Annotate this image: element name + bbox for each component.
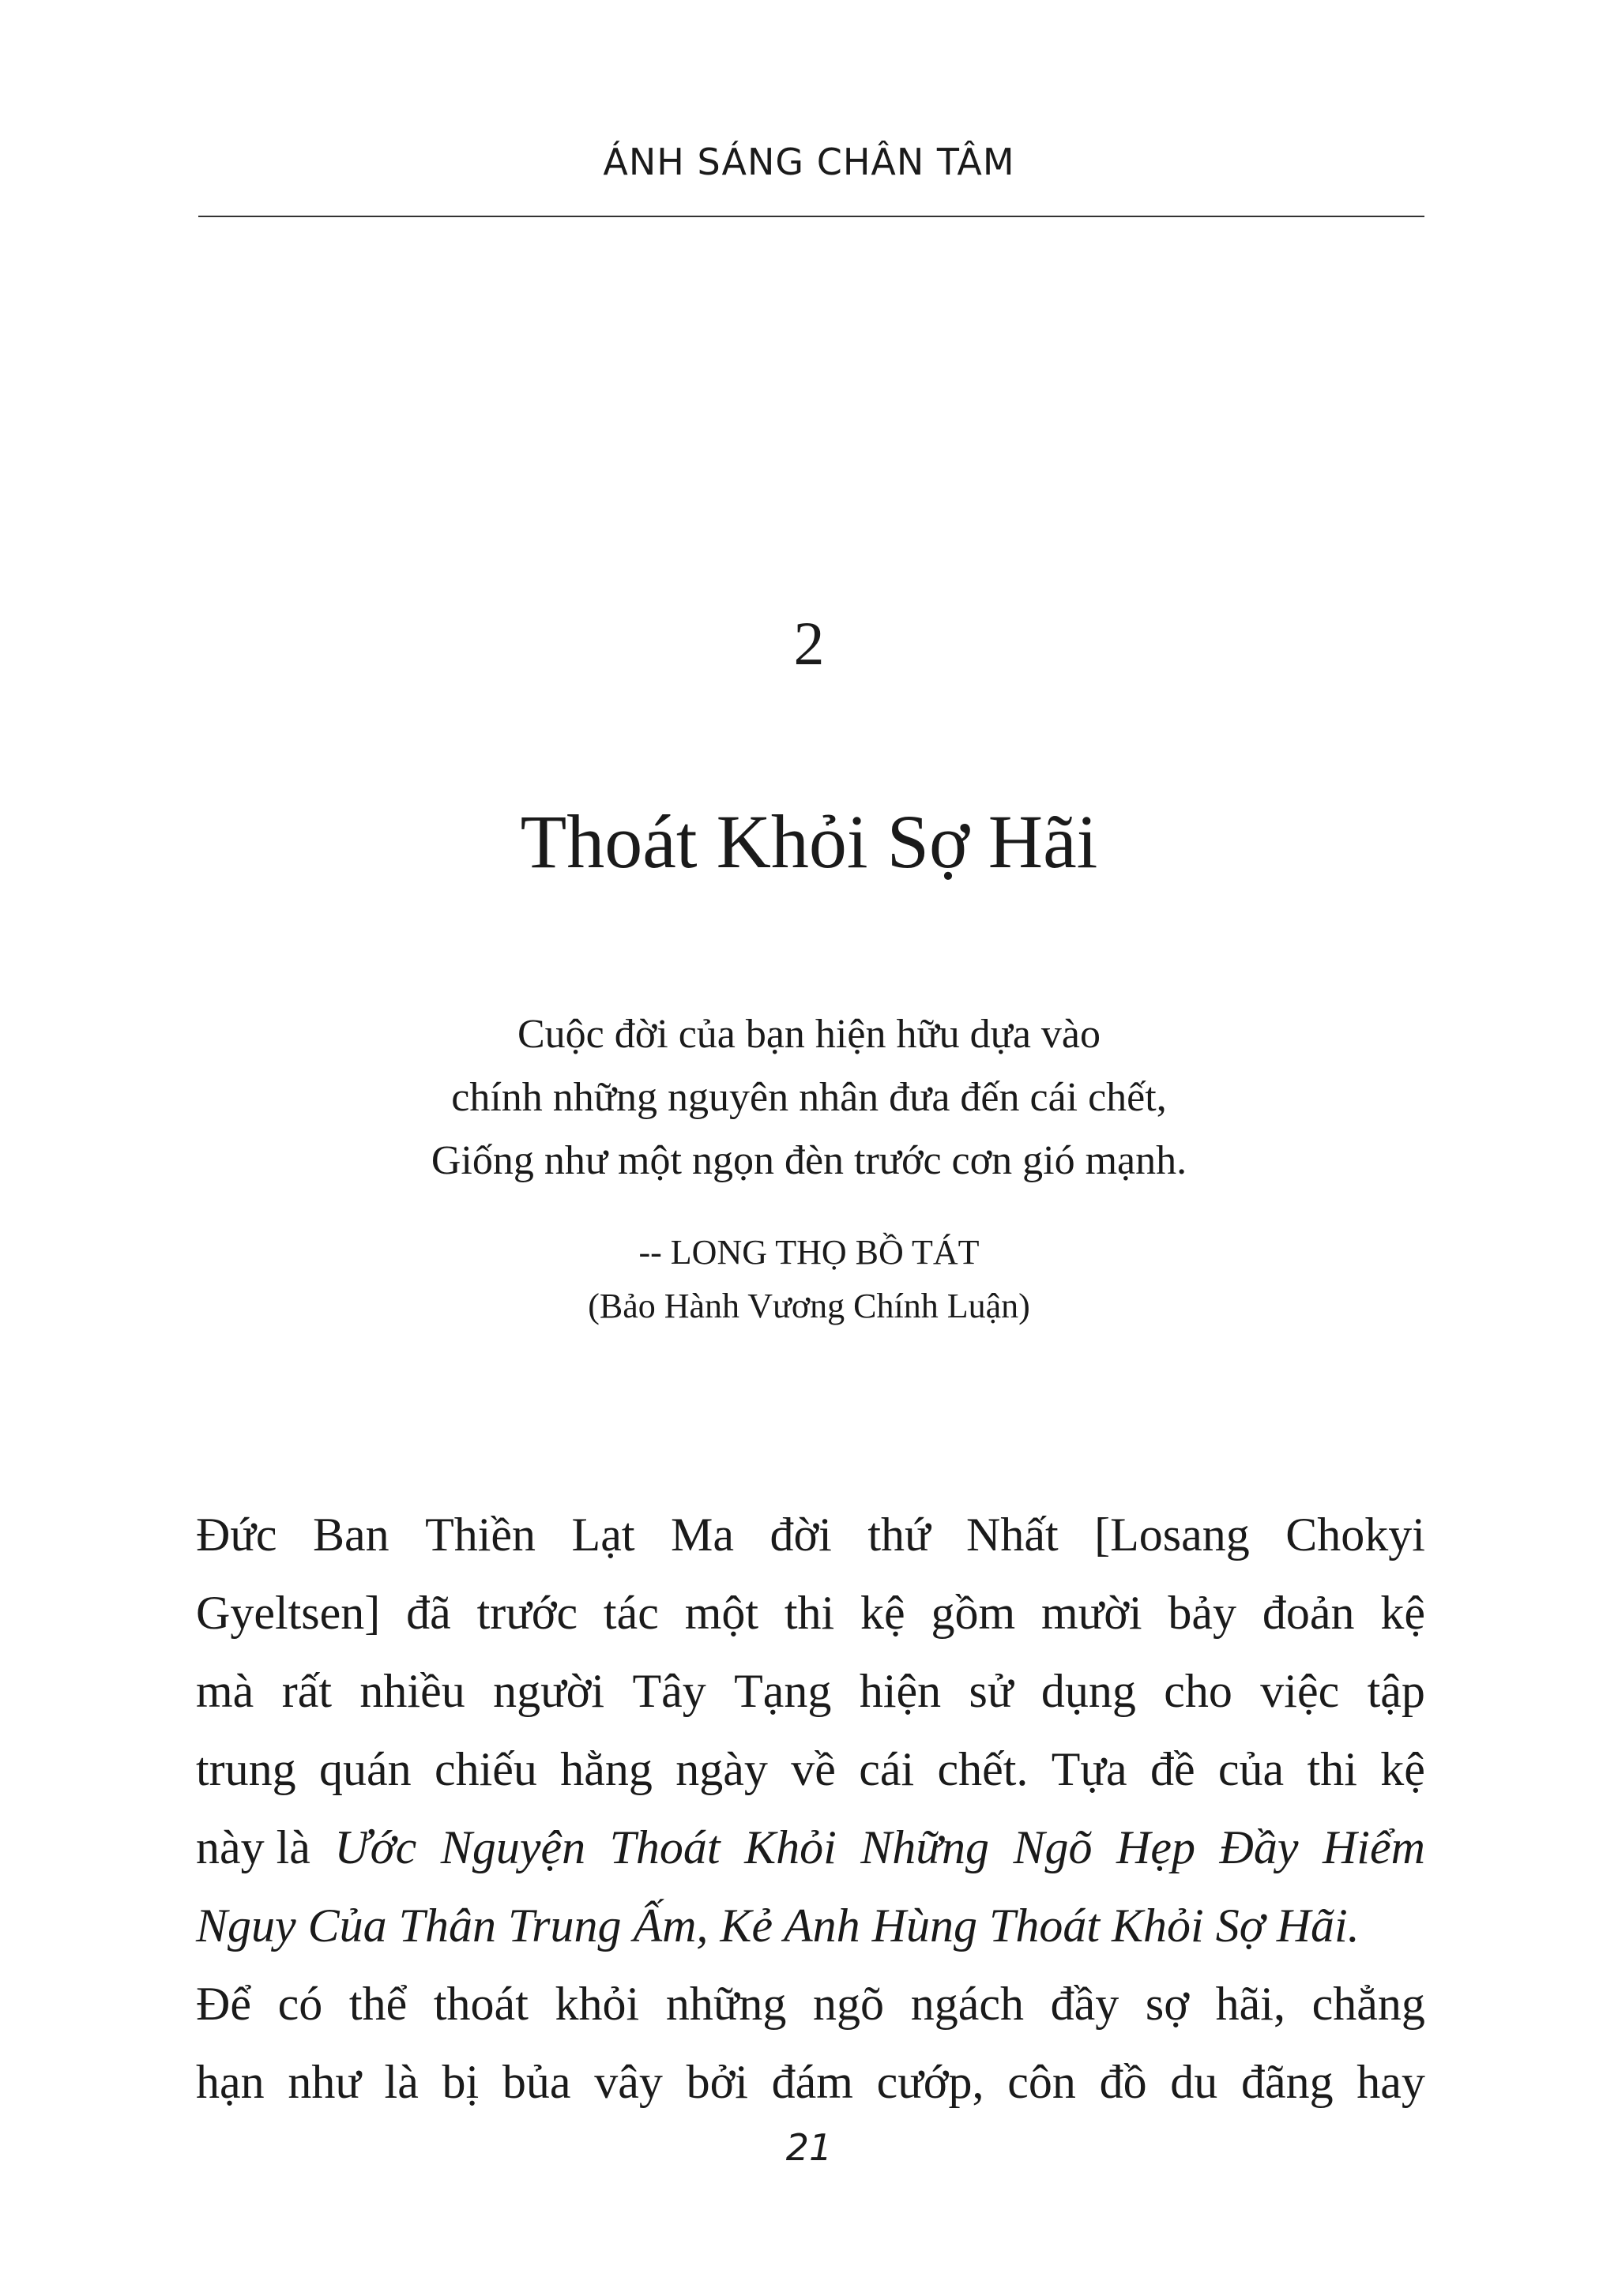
epigraph [0,1003,1618,1193]
title-word: Khỏi [744,1821,837,1873]
body-word: việc [1260,1665,1340,1717]
body-word: thoát [433,1978,529,2030]
body-word: như [288,2056,361,2108]
body-word: côn [1007,2056,1076,2108]
body-word: cướp, [876,2056,984,2108]
body-word: Thiền [425,1509,536,1561]
body-word: mà [196,1665,254,1717]
body-word: sợ [1145,1978,1189,2030]
body-word: đãng [1240,2056,1334,2108]
body-line [196,1652,1425,1730]
body-paragraph [196,1496,1425,2121]
body-word: bởi [686,2056,748,2108]
body-word: Ban [312,1509,389,1561]
title-word: Hẹp [1116,1821,1195,1873]
body-word: chẳng [1311,1978,1425,2030]
body-word: hãi, [1215,1978,1285,2030]
body-line [196,1574,1425,1652]
epigraph-author: -- LONG THỌ BỒ TÁT [638,1233,980,1272]
body-word: tác [603,1587,659,1639]
title-word: Thoát [609,1821,721,1873]
title-word: Ước [334,1821,417,1873]
body-word: đoản [1262,1587,1355,1639]
body-word: Tựa [1051,1743,1127,1795]
body-word: Gyeltsen] [196,1587,381,1639]
body-word: du [1170,2056,1218,2108]
body-word: ngách [910,1978,1024,2030]
body-word: hiện [859,1665,942,1717]
body-word: đề [1150,1743,1195,1795]
title-word: Ngõ [1013,1821,1093,1873]
body-word: chiếu [434,1743,537,1795]
body-word: có [277,1978,323,2030]
epigraph-line: chính những nguyên nhân đưa đến cái chết, [451,1075,1167,1120]
epigraph-line: Cuộc đời của bạn hiện hữu dựa vào [517,1012,1101,1057]
body-word: trung [196,1743,296,1795]
header-rule [198,216,1424,217]
body-word: ngõ [813,1978,885,2030]
body-word: là [384,2056,419,2108]
body-line [196,1496,1425,1574]
body-word: Nhất [966,1509,1059,1561]
body-word: những [665,1978,787,2030]
body-word: [Losang [1094,1509,1250,1561]
body-word: chết. [937,1743,1029,1795]
running-header: ÁNH SÁNG CHÂN TÂM [603,141,1015,183]
body-word: thể [348,1978,408,2030]
body-word: đã [406,1587,451,1639]
body-word: nhiều [359,1665,465,1717]
body-word: quán [319,1743,412,1795]
body-word: đời [769,1509,832,1561]
body-line [196,2043,1425,2121]
body-line [196,1965,1425,2043]
body-line [196,1809,1425,1887]
epigraph-source: (Bảo Hành Vương Chính Luận) [588,1287,1030,1325]
page-number: 21 [785,2126,833,2169]
body-word: khỏi [555,1978,640,2030]
body-word: đồ [1099,2056,1147,2108]
body-word: thi [1307,1743,1357,1795]
body-word: tập [1367,1665,1425,1717]
body-word: Ma [670,1509,734,1561]
body-word: đầy [1050,1978,1119,2030]
body-word: Lạt [571,1509,635,1561]
body-word: dụng [1040,1665,1136,1717]
body-word: bị [442,2056,480,2108]
title-word: Nguyện [440,1821,586,1873]
body-word: trước [476,1587,578,1639]
body-word: đám [771,2056,853,2108]
body-word: Chokyi [1285,1509,1425,1561]
body-word: mười [1041,1587,1142,1639]
body-text-run: này là [196,1821,310,1873]
body-word: về [791,1743,836,1795]
epigraph-line: Giống như một ngọn đèn trước cơn gió mạnh. [431,1138,1187,1183]
body-word: Đức [196,1509,277,1561]
body-word: gồm [931,1587,1016,1639]
title-word: Những [860,1821,990,1873]
body-word: hằng [560,1743,653,1795]
body-word: rất [281,1665,332,1717]
body-word: kệ [1380,1743,1425,1795]
body-word: thi [784,1587,835,1639]
body-line [196,1887,1425,1965]
body-word: kệ [1380,1587,1425,1639]
chapter-title: Thoát Khỏi Sợ Hãi [520,799,1098,884]
body-word: kệ [860,1587,905,1639]
body-word: hạn [196,2056,265,2108]
body-word: của [1217,1743,1285,1795]
body-word: Tạng [734,1665,832,1717]
book-title-italic: Nguy Của Thân Trung Ấm, Kẻ Anh Hùng Thoát Khỏi Sợ Hãi. [196,1900,1360,1952]
body-word: Để [196,1978,251,2030]
body-word: Tây [632,1665,706,1717]
body-word: hay [1356,2056,1425,2108]
body-word: cho [1164,1665,1232,1717]
chapter-number: 2 [793,609,825,678]
body-word: bủa [502,2056,571,2108]
body-word: bảy [1168,1587,1237,1639]
body-word: thứ [867,1509,931,1561]
body-word: người [493,1665,605,1717]
title-word: Hiểm [1322,1821,1425,1873]
body-word: một [684,1587,759,1639]
body-word: cái [859,1743,915,1795]
title-word: Đầy [1219,1821,1299,1873]
epigraph-attribution [0,1226,1618,1333]
body-word: sử [969,1665,1014,1717]
body-line [196,1730,1425,1809]
body-word: ngày [675,1743,768,1795]
body-word: vây [594,2056,663,2108]
